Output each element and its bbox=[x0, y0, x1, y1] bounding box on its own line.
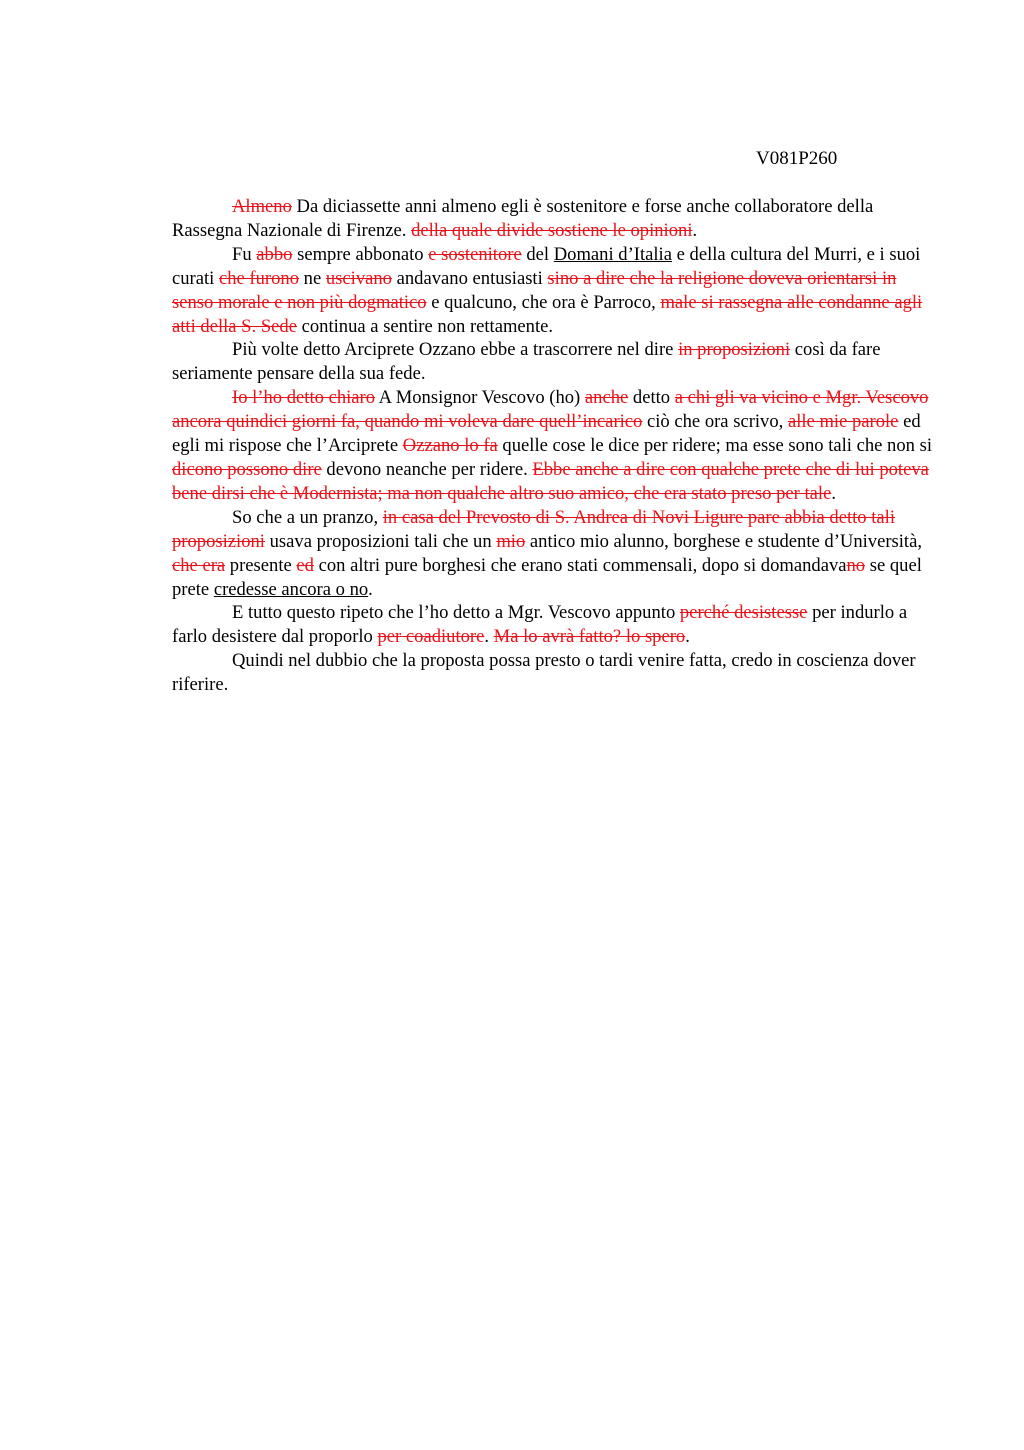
deleted-text: dicono possono dire bbox=[172, 458, 322, 480]
text-segment: così da fare seriamente pensare della sua fede. bbox=[172, 339, 881, 385]
deleted-text: Io l’ho detto chiaro bbox=[232, 387, 376, 409]
text-segment: . bbox=[368, 578, 373, 600]
text-segment: ed egli mi rispose che l’Arciprete bbox=[172, 411, 921, 457]
text-segment: . bbox=[692, 219, 698, 241]
deleted-text: e sostenitore bbox=[428, 243, 522, 265]
underlined-text: Domani d’Italia bbox=[553, 243, 672, 265]
text-segment: Da diciassette anni almeno egli è sostenitore e forse anche collaboratore della Rassegna Nazionale di Firenze. bbox=[172, 196, 874, 241]
document-body bbox=[172, 195, 932, 697]
deleted-text: sino a dire che la religione doveva orientarsi in senso morale e non più dogmatico bbox=[172, 267, 897, 313]
text-segment: con altri pure borghesi che erano stati commensali, dopo si domandava bbox=[313, 554, 847, 576]
text-segment: devono neanche per ridere. bbox=[321, 458, 533, 480]
paragraph bbox=[172, 338, 932, 386]
text-segment: A Monsignor Vescovo (ho) bbox=[375, 387, 585, 409]
text-segment: presente bbox=[225, 554, 297, 576]
text-segment: So che a un pranzo, bbox=[232, 506, 383, 528]
text-segment: ne bbox=[299, 267, 326, 289]
text-segment: Più volte detto Arciprete Ozzano ebbe a trascorrere nel dire bbox=[232, 339, 679, 361]
deleted-text: per coadiutore bbox=[377, 626, 485, 648]
paragraph bbox=[172, 649, 932, 697]
deleted-text: Almeno bbox=[232, 196, 292, 217]
deleted-text: male si rassegna alle condanne agli atti della S. Sede bbox=[172, 291, 923, 337]
paragraph bbox=[172, 506, 932, 602]
deleted-text: alle mie parole bbox=[787, 411, 899, 433]
text-segment: se quel prete bbox=[172, 554, 922, 600]
text-segment: e della cultura del Murri, e i suoi curati bbox=[172, 243, 921, 289]
paragraph bbox=[172, 386, 932, 506]
deleted-text: che era bbox=[172, 554, 226, 576]
deleted-text: mio bbox=[496, 530, 526, 552]
deleted-text: Ozzano lo fa bbox=[402, 435, 498, 457]
deleted-text: Ebbe anche a dire con qualche prete che di lui poteva bene dirsi che è Modernista; ma non qualche altro suo amico, che era stato preso per tale bbox=[172, 458, 929, 504]
deleted-text: Ma lo avrà fatto? lo spero bbox=[493, 626, 686, 648]
text-segment: andavano entusiasti bbox=[391, 267, 548, 289]
text-segment: . bbox=[831, 482, 836, 504]
deleted-text: perché desistesse bbox=[679, 602, 808, 624]
deleted-text: abbo bbox=[256, 243, 293, 265]
paragraph bbox=[172, 601, 932, 649]
text-segment: ciò che ora scrivo, bbox=[642, 411, 788, 433]
deleted-text: uscivano bbox=[325, 267, 392, 289]
text-segment: . bbox=[685, 626, 690, 648]
page-id: V081P260 bbox=[756, 148, 838, 169]
text-segment: continua a sentire non rettamente. bbox=[296, 315, 554, 337]
deleted-text: ed bbox=[296, 554, 314, 576]
underlined-text: credesse ancora o no bbox=[213, 578, 369, 600]
text-segment: e qualcuno, che ora è Parroco, bbox=[426, 291, 661, 313]
text-segment: usava proposizioni tali che un bbox=[264, 530, 497, 552]
deleted-text: della quale divide sostiene le opinioni bbox=[411, 219, 693, 241]
text-segment: Quindi nel dubbio che la proposta possa presto o tardi venire fatta, credo in coscienza dover riferire. bbox=[172, 650, 916, 696]
text-segment: per indurlo a farlo desistere dal proporlo bbox=[172, 602, 908, 648]
text-segment: Fu bbox=[232, 243, 257, 265]
text-segment: antico mio alunno, borghese e studente d’Università, bbox=[525, 530, 922, 552]
text-segment: quelle cose le dice per ridere; ma esse sono tali che non si bbox=[497, 435, 932, 457]
deleted-text: no bbox=[846, 554, 866, 576]
paragraph bbox=[172, 195, 932, 243]
text-segment: detto bbox=[628, 387, 675, 409]
text-segment: . bbox=[484, 626, 494, 648]
deleted-text: in casa del Prevosto di S. Andrea di Novi Ligure pare abbia detto tali proposizioni bbox=[172, 506, 895, 552]
text-segment: sempre abbonato bbox=[292, 243, 429, 265]
deleted-text: a chi gli va vicino e Mgr. Vescovo ancora quindici giorni fa, quando mi voleva dare quell’incarico bbox=[172, 387, 929, 433]
paragraph bbox=[172, 243, 932, 339]
deleted-text: anche bbox=[584, 387, 629, 409]
text-segment: del bbox=[521, 243, 554, 265]
deleted-text: in proposizioni bbox=[678, 339, 791, 361]
deleted-text: che furono bbox=[218, 267, 300, 289]
text-segment: E tutto questo ripeto che l’ho detto a Mgr. Vescovo appunto bbox=[232, 602, 680, 624]
